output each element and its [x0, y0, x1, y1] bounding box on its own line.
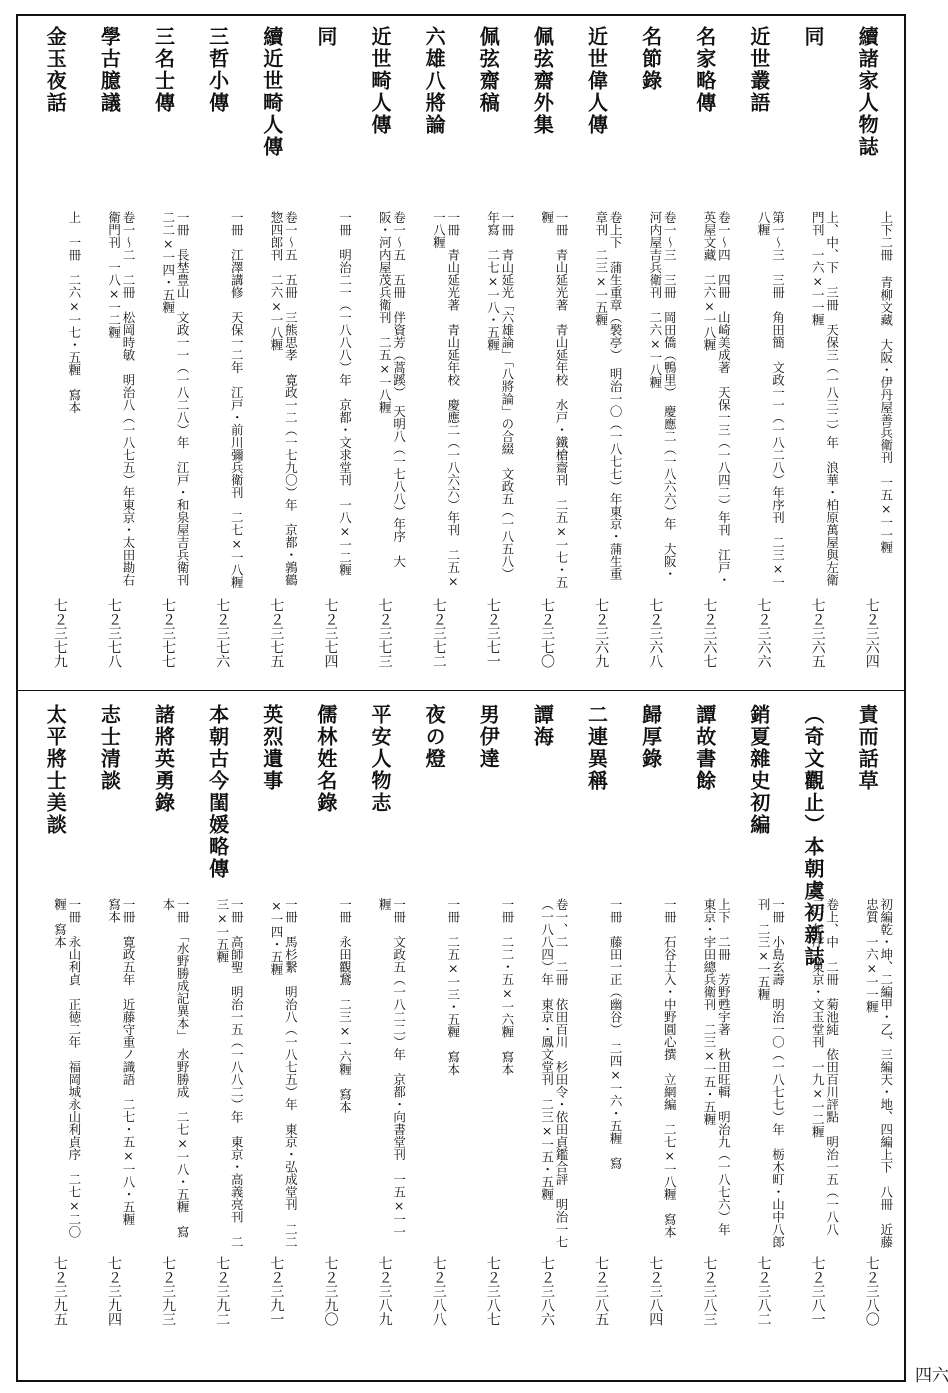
entry-title: 儒林姓名錄 [313, 704, 338, 814]
entry-number: 七２三九一 [268, 1256, 285, 1326]
entry-note: 一冊 江澤講修 天保一二年 江戸・前川彌兵衛刊 二七×一八糎 [229, 211, 245, 589]
catalog-entry [788, 704, 842, 1372]
entry-title: 銷夏雜史初編 [746, 704, 771, 836]
entry-note: 卷一～四 四冊 山崎美成著 天保一三（一八四二）年刊 江戸・英屋文藏 二六×一八糎 [702, 211, 732, 586]
entry-title: 名家略傳 [692, 26, 717, 114]
entry-note: 一冊 青山延光著 青山延年校 水戸・鐵槍齋刊 二五×一七・五糎 [539, 211, 570, 589]
catalog-entry [192, 26, 246, 684]
entry-number: 七２三七八 [105, 598, 122, 668]
entry-title: 譚海 [530, 704, 555, 748]
entry-number: 七２三八七 [484, 1256, 501, 1326]
entry-number: 七２三九二 [214, 1256, 231, 1326]
catalog-entry [842, 26, 896, 684]
entry-title: 三名士傳 [151, 26, 176, 114]
catalog-entry [301, 26, 355, 684]
entry-title: 六雄八將論 [422, 26, 447, 136]
catalog-entry [138, 704, 192, 1372]
entry-number: 七２三六五 [809, 598, 826, 668]
entry-title: 佩弦齋外集 [530, 26, 555, 136]
entry-note: 初編乾・坤、二編甲・乙、三編天・地、四編上下 八冊 近藤忠質 一六×一一糎 [864, 898, 894, 1248]
entry-note: 卷一、二 二冊 依田百川 杉田令・依田貞鑑合評 明治一七（一八八四）年 東京・鳳文堂刊 二三×一五・五糎 [539, 898, 570, 1248]
catalog-entry [30, 26, 84, 684]
catalog-entry [355, 704, 409, 1372]
entry-title: 續諸家人物誌 [855, 26, 880, 158]
entry-note: 第一～三 三冊 角田簡 文政一一（一八二八）年序刊 二三×一八糎 [756, 211, 786, 589]
entry-number: 七２三七二 [430, 598, 447, 668]
entry-note: 一冊 馬杉繋 明治八（一八七五）年 東京・弘成堂刊 二二×一四・五糎 [269, 898, 299, 1248]
entry-title: 責而話草 [855, 704, 880, 792]
entry-note: 卷一～五 五冊 伴資芳（蒿蹊） 天明八（一七八八）年序 大阪・河内屋茂兵衛刊 二五×一八糎 [377, 211, 407, 568]
entry-title: 譚故書餘 [692, 704, 717, 792]
entry-title: 志士清談 [97, 704, 122, 792]
entry-number: 七２三八三 [701, 1256, 718, 1326]
entry-title: 近世畸人傳 [367, 26, 392, 136]
entry-note: 上下二冊 青柳文藏 大阪・伊丹屋善兵衛刊 一五×一一糎 [878, 211, 894, 554]
catalog-entry [247, 704, 301, 1372]
entry-note: 一冊 青山延光「六雄論」「八將論」の合綴 文政五（一八五八）年寫 二七×一八・五糎 [485, 211, 515, 580]
entry-number: 七２三七〇 [538, 598, 555, 668]
entry-title: 諸將英勇錄 [151, 704, 176, 814]
catalog-entry [84, 26, 138, 684]
entry-number: 七２三九三 [160, 1256, 177, 1326]
entry-note: 一冊 「水野勝成記異本」 水野勝成 二七×一八・五糎 寫本 [160, 898, 191, 1238]
entry-note: 一冊 二五×一三・五糎 寫本 [445, 898, 461, 1076]
entry-note: 卷上下 蒲生重章（褧亭） 明治一〇（一八七七）年東京・蒲生重章刊 二三×一五糎 [593, 211, 624, 580]
entry-number: 七２三七七 [160, 598, 177, 668]
entry-number: 七２三七六 [214, 598, 231, 668]
entry-title: 學古臆議 [97, 26, 122, 114]
entry-number: 七２三八六 [538, 1256, 555, 1326]
entry-number: 七２三六八 [647, 598, 664, 668]
entry-note: 一冊 永田觀鵞 二三×一六糎 寫本 [337, 898, 353, 1113]
catalog-entry [625, 704, 679, 1372]
entry-note: 卷一～二 二冊 松岡時敏 明治八（一八七五）年東京・太田勘右衛門刊 一八×一二糎 [106, 211, 137, 586]
entry-note: 卷一～五 五冊 三熊思孝 寛政一二（一七九〇）年 京都・鶉鶴惣四郎刊 二六×一八糎 [269, 211, 299, 586]
entry-title: 本朝古今閨媛略傳 [205, 704, 230, 880]
entry-title: 近世叢語 [746, 26, 771, 114]
entry-number: 七２三九四 [105, 1256, 122, 1326]
entry-number: 七２三六七 [701, 598, 718, 668]
entry-title: 歸厚錄 [638, 704, 663, 770]
catalog-entry [842, 704, 896, 1372]
entry-number: 七２三八八 [430, 1256, 447, 1326]
entry-note: 一冊 長埜豊山 文政一一（一八二八）年 江戸・和泉屋吉兵衛刊 二二×一四・五糎 [160, 211, 191, 599]
catalog-entry [84, 704, 138, 1372]
catalog-entry [734, 26, 788, 684]
top-catalog-section [30, 26, 896, 684]
entry-note: 上、中、下 三冊 天保三（一八三二）年 浪華・柏原萬屋與左衛門刊 一六×一一糎 [810, 211, 840, 586]
catalog-entry [409, 26, 463, 684]
catalog-entry [517, 704, 571, 1372]
entry-number: 七２三七一 [484, 598, 501, 668]
catalog-entry [30, 704, 84, 1372]
entry-note: 一冊 明治二一（一八八八）年 京都・文求堂刊 一八×一二糎 [337, 211, 353, 576]
entry-note: 一冊 石谷士入・中野圓心撰 立網編 二七×一八糎 寫本 [662, 898, 678, 1238]
entry-title: 續近世畸人傳 [259, 26, 284, 158]
catalog-entry [301, 704, 355, 1372]
entry-title: 金玉夜話 [43, 26, 68, 114]
entry-number: 七２三九〇 [322, 1256, 339, 1326]
entry-title: 平安人物志 [367, 704, 392, 814]
catalog-entry [788, 26, 842, 684]
entry-number: 七２三六六 [755, 598, 772, 668]
catalog-entry [571, 704, 625, 1372]
entry-number: 七２三八九 [376, 1256, 393, 1326]
entry-title: 太平將士美談 [43, 704, 68, 836]
catalog-entry [355, 26, 409, 684]
entry-title: 英烈遺事 [259, 704, 284, 792]
entry-number: 七２三八〇 [863, 1256, 880, 1326]
entry-title: 同 [800, 26, 825, 48]
entry-number: 七２三八四 [647, 1256, 664, 1326]
entry-title: 男伊達 [476, 704, 501, 770]
entry-note: 一冊 二二・五×一六糎 寫本 [499, 898, 515, 1076]
catalog-entry [625, 26, 679, 684]
page-number: 六四 [911, 1366, 948, 1383]
entry-note: 上下 二冊 芳野甦宇著 秋田旺輯 明治九（一八七六）年 東京・宇田總兵衛刊 二三×一五・五糎 [702, 898, 732, 1248]
catalog-entry [571, 26, 625, 684]
entry-number: 七２三七九 [51, 598, 68, 668]
entry-number: 七２三八一 [809, 1256, 826, 1326]
catalog-entry [192, 704, 246, 1372]
entry-title: （奇文觀止）本朝虞初新誌 [800, 704, 825, 968]
entry-number: 七２三六九 [593, 598, 610, 668]
entry-title: 二連異稱 [584, 704, 609, 792]
entry-note: 一冊 高師聖 明治一五（一八八二）年 東京・高義亮刊 二三×一五糎 [214, 898, 245, 1248]
bottom-catalog-section [30, 704, 896, 1372]
entry-number: 七２三七五 [268, 598, 285, 668]
catalog-entry [138, 26, 192, 684]
entry-title: 佩弦齋稿 [476, 26, 501, 114]
entry-number: 七２三七四 [322, 598, 339, 668]
catalog-entry [680, 704, 734, 1372]
entry-note: 卷上、中 二冊 菊池純 依田百川評點 明治一五（一八八二）年序 東京・文玉堂刊 一九×一二糎 [810, 898, 840, 1236]
entry-note: 一冊 寛政五年 近藤守重ノ識語 二七・五×一八・五糎 寫本 [106, 898, 137, 1238]
catalog-entry [734, 704, 788, 1372]
catalog-entry [680, 26, 734, 684]
catalog-entry [463, 26, 517, 684]
entry-title: 三哲小傳 [205, 26, 230, 114]
section-divider [16, 690, 906, 691]
entry-title: 夜の燈 [422, 704, 447, 770]
entry-title: 名節錄 [638, 26, 663, 92]
entry-note: 一冊 小島玄壽 明治一〇（一八七七）年 栃木町・山中八郎刊 二三×一五糎 [756, 898, 786, 1248]
entry-number: 七２三七三 [376, 598, 393, 668]
entry-number: 七２三八五 [593, 1256, 610, 1326]
entry-title: 近世偉人傳 [584, 26, 609, 136]
entry-note: 一冊 藤田一正（幽谷） 二四×一六・五糎 寫 [608, 898, 624, 1170]
catalog-entry [463, 704, 517, 1372]
entry-number: 七２三六四 [863, 598, 880, 668]
entry-note: 一冊 文政五（一八二二）年 京都・向書堂刊 一五×一一糎 [377, 898, 407, 1238]
entry-number: 七２三九五 [51, 1256, 68, 1326]
catalog-entry [517, 26, 571, 684]
catalog-entry [247, 26, 301, 684]
entry-note: 卷一～三 三冊 岡田僑（鴨里） 慶應二（一八六六）年 大阪・河内屋吉兵衛刊 二六×一八糎 [647, 211, 678, 580]
entry-title: 同 [313, 26, 338, 48]
entry-note: 上 一冊 二六×一七・五糎 寫本 [66, 211, 82, 414]
entry-number: 七２三八二 [755, 1256, 772, 1326]
entry-note: 一冊 青山延光著 青山延年校 慶應二（一八六六）年刊 二五×一八糎 [431, 211, 461, 589]
entry-note: 一冊 永山利貞 正徳二年 福岡城永山利貞序 二七×二〇糎 寫本 [52, 898, 82, 1238]
catalog-entry [409, 704, 463, 1372]
